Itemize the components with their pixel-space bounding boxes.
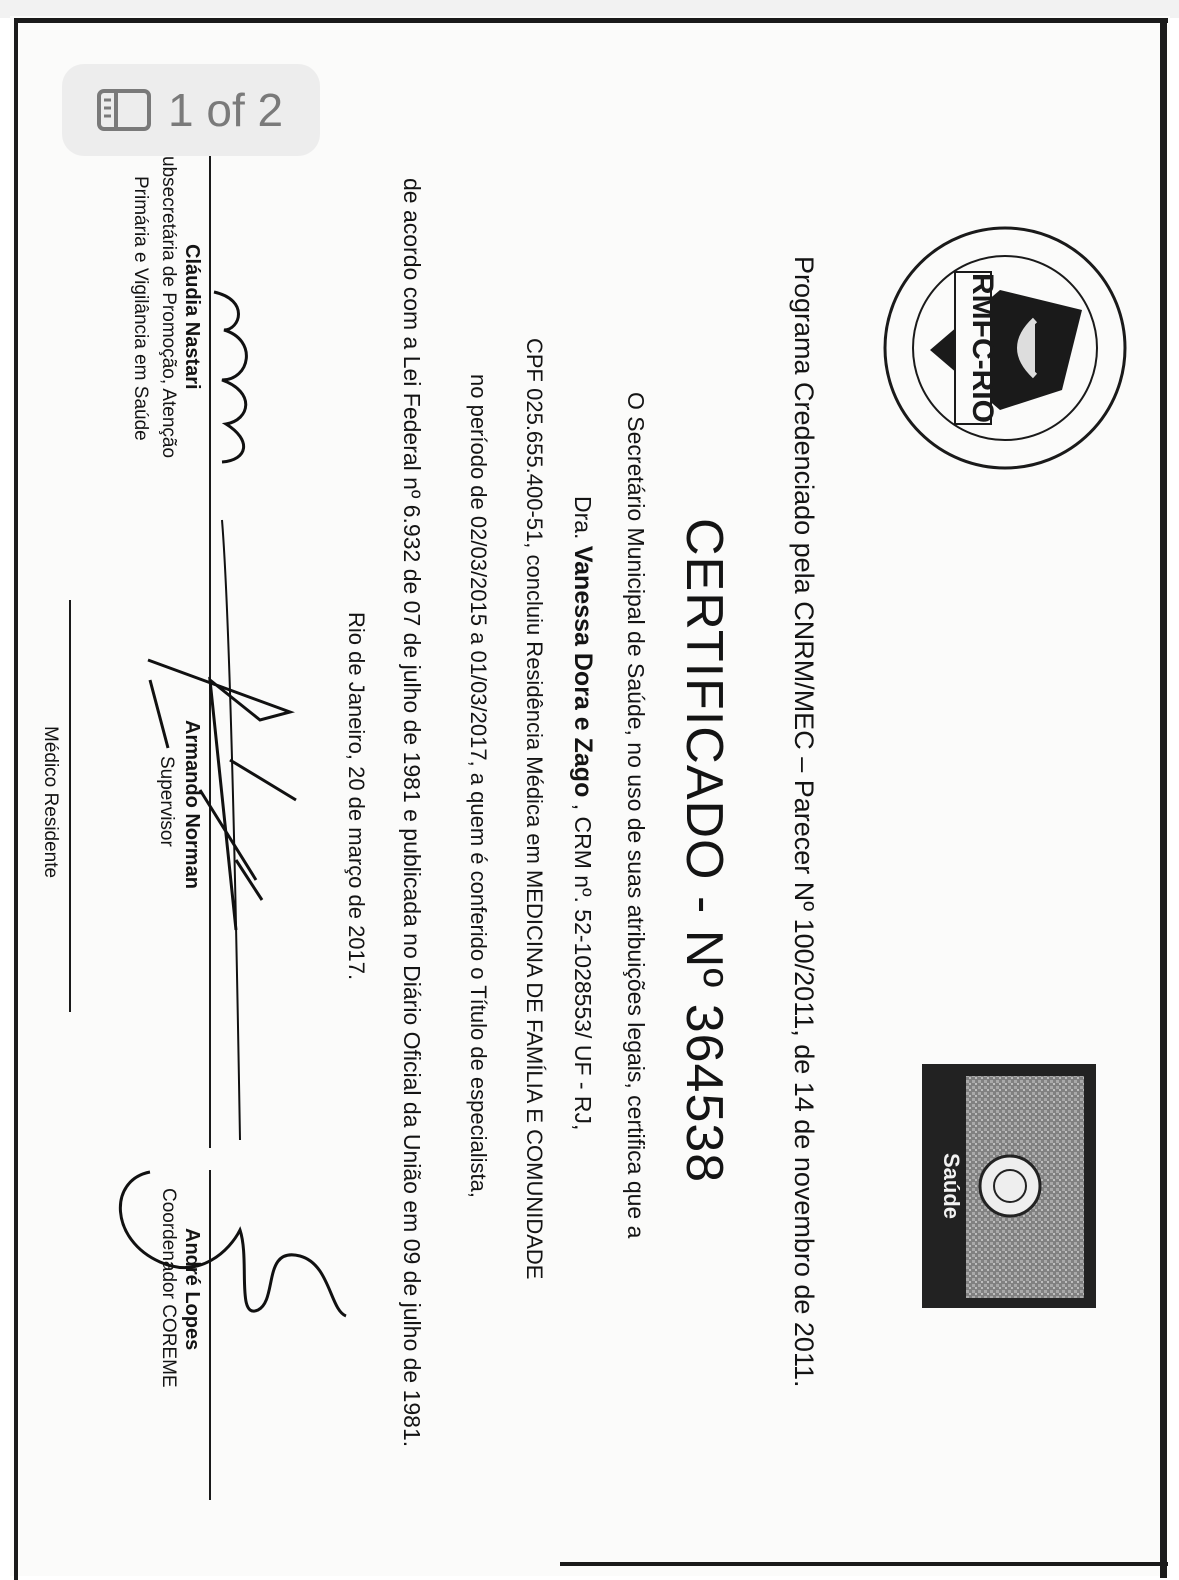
- resident-label: Médico Residente: [40, 726, 61, 879]
- crm-text: , CRM nº. 52-1028553/ UF - RJ,: [570, 797, 596, 1131]
- place-date: Rio de Janeiro, 20 de março de 2017.: [344, 612, 369, 981]
- signature-claudia: [214, 292, 246, 462]
- signature-armando: [148, 660, 296, 930]
- signatory-name-claudia: Cláudia Nastari: [181, 244, 203, 390]
- honorific: Dra.: [570, 496, 596, 546]
- signatory-role-claudia-2: Primária e Vigilância em Saúde: [130, 176, 151, 441]
- certificate-title: CERTIFICADO - Nº 364538: [675, 518, 733, 1184]
- signatory-name-andre: André Lopes: [181, 1228, 203, 1351]
- saude-emblem-logo: [922, 1064, 1096, 1308]
- signatory-role-armando: Supervisor: [156, 756, 177, 847]
- graduate-name: Vanessa Dora e Zago: [569, 545, 597, 798]
- svg-text:Saúde: Saúde: [939, 1152, 964, 1220]
- body-line-4: no período de 02/03/2015 a 01/03/2017, a quem é conferido o Título de especialista,: [466, 374, 491, 1198]
- body-line-5: de acordo com a Lei Federal nº 6.932 de 07 de julho de 1981 e publicada no Diário Oficial da União em 09 de julho de 1981.: [399, 178, 425, 1448]
- signature-andre: [120, 1172, 346, 1316]
- sidebar-icon: [96, 88, 152, 132]
- program-accreditation-line: Programa Credenciado pela CNRM/MEC – Parecer Nº 100/2011, de 14 de novembro de 2011.: [789, 256, 819, 1388]
- body-line-3: CPF 025.655.400-51, concluiu Residência Médica em MEDICINA DE FAMÍLIA E COMUNIDADE: [522, 338, 547, 1280]
- body-line-1: O Secretário Municipal de Saúde, no uso de suas atribuições legais, certifica que a: [623, 392, 649, 1239]
- rmfc-seal-logo: [885, 228, 1125, 468]
- page-indicator-text: 1 of 2: [168, 84, 284, 136]
- signatory-name-armando: Armando Norman: [181, 720, 203, 889]
- signatory-role-claudia-1: ubsecretária de Promoção, Atenção: [158, 156, 179, 459]
- svg-text:RMFC-RIO: RMFC-RIO: [966, 273, 999, 423]
- signatory-role-andre: Coordenador COREME: [158, 1188, 179, 1388]
- page-indicator[interactable]: [62, 64, 320, 156]
